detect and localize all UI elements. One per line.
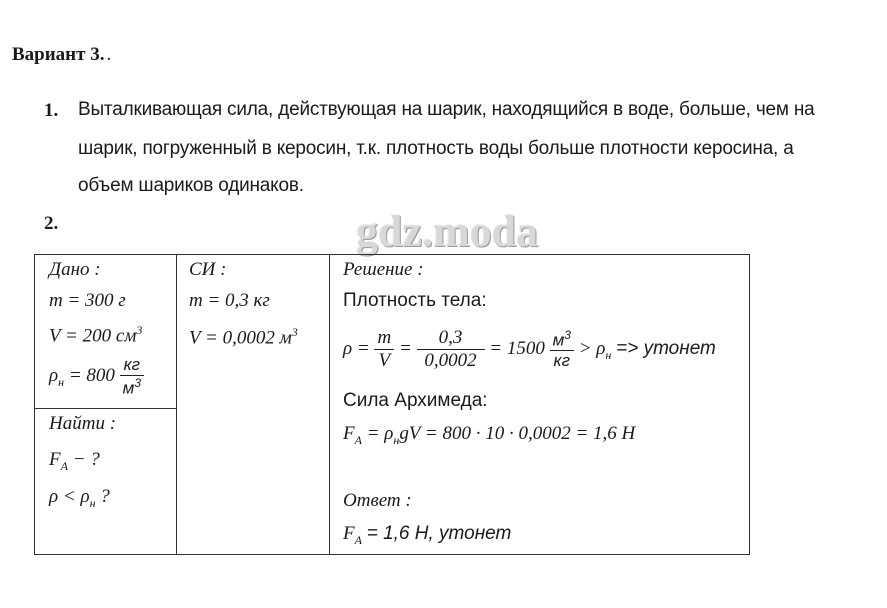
solution-table xyxy=(34,254,750,555)
heading-trailing-dot: . xyxy=(106,44,112,65)
variant-heading xyxy=(12,44,111,66)
question-1-line-1: Выталкивающая сила, действующая на шарик, находящийся в воде, больше, чем на xyxy=(78,99,815,120)
find-title: Найти : xyxy=(49,413,117,434)
density-formula: ρ = $\frac{m}{V}$ = $\frac{0,3}{0,0002}$ = 1500 $\frac{м^3}{кг}$ > $\rho_н$ => утонет xyxy=(343,327,716,371)
density-label: Плотность тела: xyxy=(343,290,487,311)
solution-cell xyxy=(330,255,750,555)
given-kerosene-density: $\rho_н = 800$ $\frac{кг}{м^3}$ xyxy=(49,355,144,399)
answer-value: $F_A = 1,6$ Н, утонет xyxy=(343,523,512,547)
si-title: СИ : xyxy=(189,259,227,280)
given-title: Дано : xyxy=(49,259,101,280)
variant-title: Вариант 3. xyxy=(12,44,105,65)
given-volume: V = 200 $см^3$ xyxy=(49,323,143,347)
si-volume: V = 0,0002 $м^3$ xyxy=(189,325,298,349)
question-1-line-2: шарик, погруженный в керосин, т.к. плотность воды больше плотности керосина, а xyxy=(78,138,794,159)
given-mass: m = 300 г xyxy=(49,290,126,311)
question-2-number: 2. xyxy=(44,213,59,234)
find-force: $F_A$ − ? xyxy=(49,449,100,473)
find-cell xyxy=(35,409,177,555)
archimedes-label: Сила Архимеда: xyxy=(343,390,488,411)
given-cell xyxy=(35,255,177,409)
si-mass: m = 0,3 кг xyxy=(189,290,270,311)
watermark-logo: gdz.moda xyxy=(356,207,539,256)
find-density-compare: $\rho < \rho_н$ ? xyxy=(49,486,110,510)
solution-title: Решение : xyxy=(343,259,424,280)
si-cell xyxy=(177,255,330,555)
question-1-line-3: объем шариков одинаков. xyxy=(78,175,304,196)
answer-title: Ответ : xyxy=(343,490,412,511)
archimedes-formula: $F_A = \rho_нgV = 800 \cdot 10 \cdot 0,0002 = 1,6$ Н xyxy=(343,423,636,447)
density-unit-fraction: $\frac{кг}{м^3}$ xyxy=(120,355,144,399)
question-1-number: 1. xyxy=(44,100,59,121)
